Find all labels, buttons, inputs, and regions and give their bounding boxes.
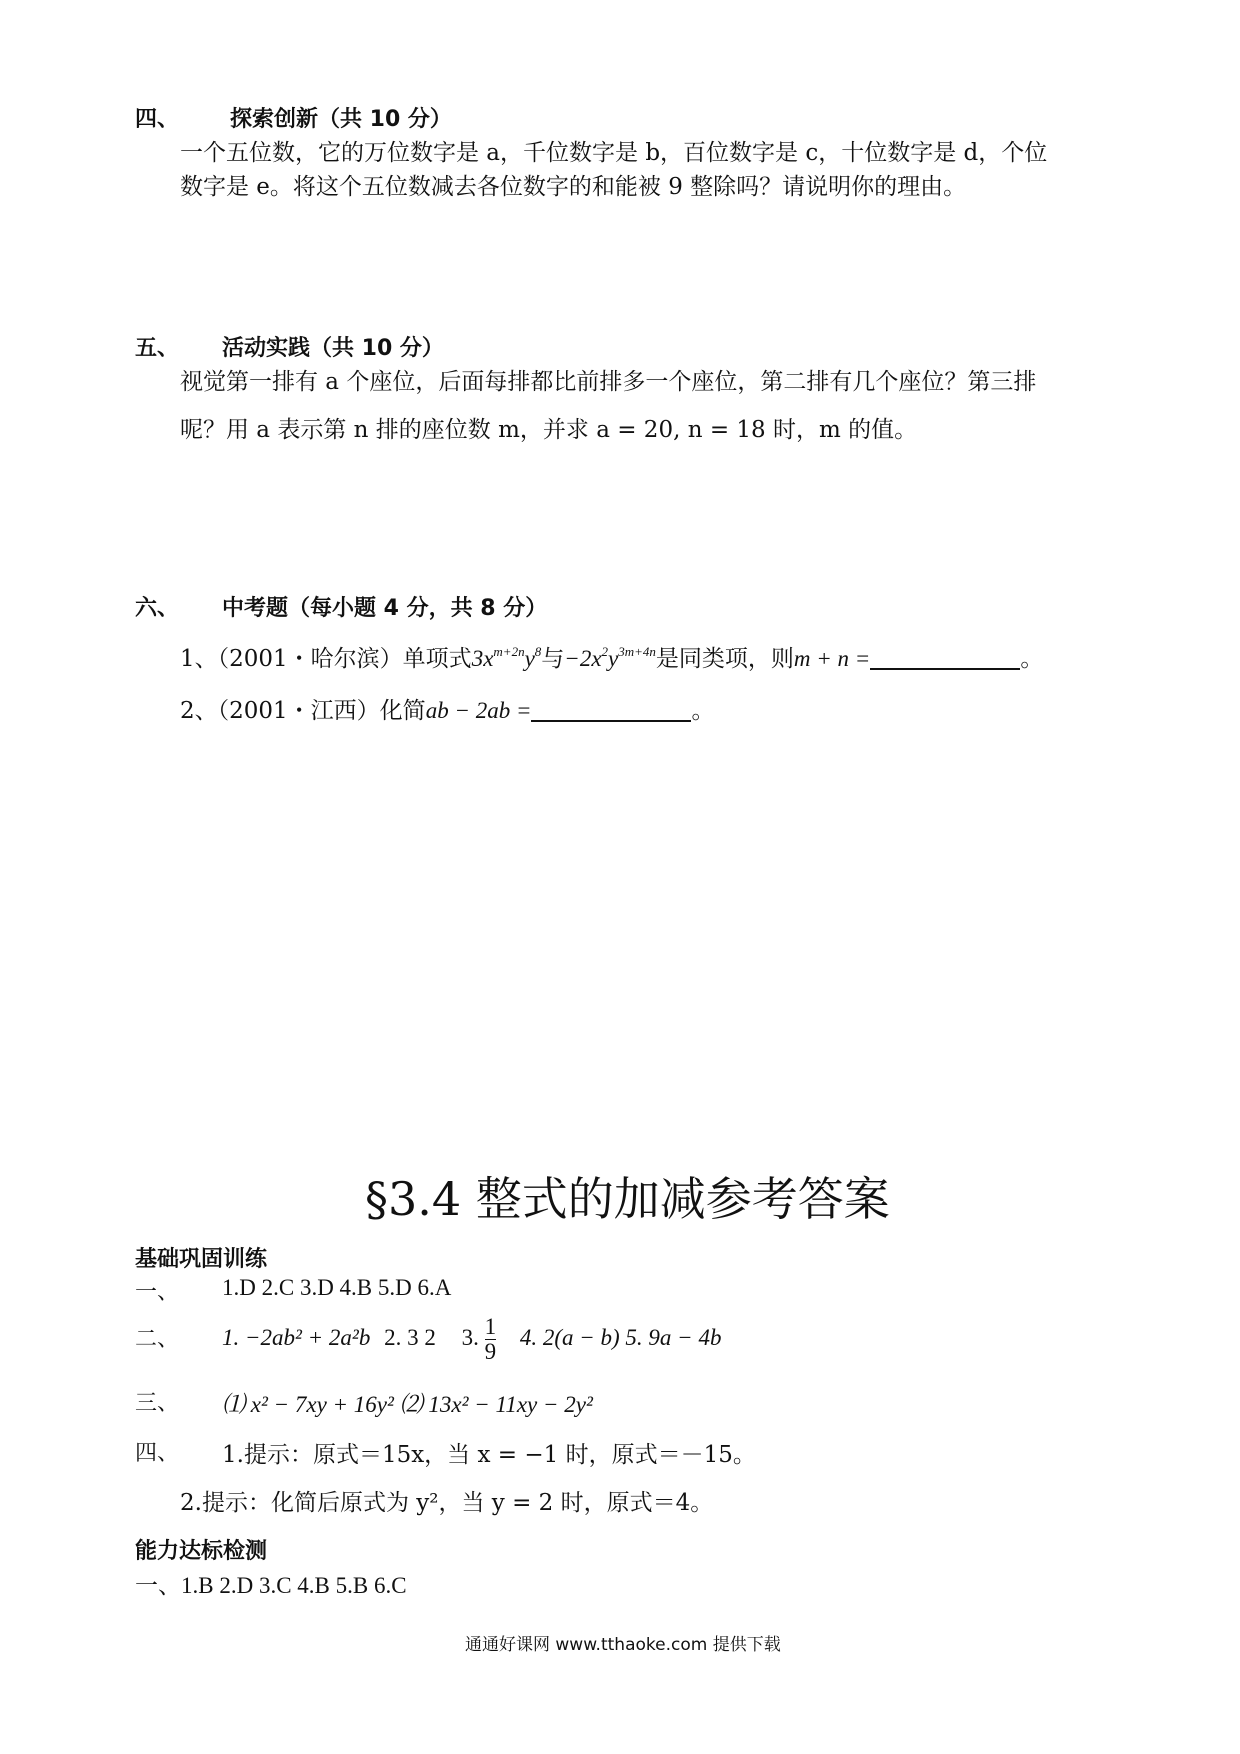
basic-training-heading: 基础巩固训练 xyxy=(135,1247,268,1272)
answer-row-2 xyxy=(222,1308,721,1368)
answer-row-1-number: 一、 xyxy=(135,1280,180,1305)
answer-row-4-number: 四、 xyxy=(135,1441,180,1466)
answer-row-5: 一、1.B 2.D 3.C 4.B 5.B 6.C xyxy=(135,1573,407,1598)
question-1: 1、（2001・哈尔滨）单项式$3x^{m+2n}y^8$与$-2x^2y^{3m+4n}$是同类项，则m + n = 。 xyxy=(180,644,1044,672)
answer-row-4-1: 1.提示：原式＝15x，当 x = −1 时，原式＝－15。 xyxy=(222,1442,756,1468)
section-4-title: 探索创新（共 10 分） xyxy=(230,107,452,132)
ability-check-heading: 能力达标检测 xyxy=(135,1539,268,1564)
question-1-source: （2001・哈尔滨）单项式 xyxy=(217,646,472,672)
answer-2-1: 1. −2ab² + 2a²b xyxy=(222,1325,371,1350)
question-1-expression: m + n = xyxy=(793,646,871,671)
section-5-text-line-2: 呢？用 a 表示第 n 排的座位数 m，并求 a = 20, n = 18 时，m 的值。 xyxy=(180,417,918,443)
answer-key-title: §3.4 整式的加减参考答案 xyxy=(365,1172,890,1226)
answer-2-3-label: 3. xyxy=(461,1325,479,1350)
section-4-text-line-1: 一个五位数，它的万位数字是 a，千位数字是 b，百位数字是 c，十位数字是 d，个位 xyxy=(180,140,1048,166)
question-2: 2、（2001・江西）化简ab − 2ab = 。 xyxy=(180,698,715,724)
section-5-number: 五、 xyxy=(135,336,180,361)
section-6-title: 中考题（每小题 4 分，共 8 分） xyxy=(222,596,548,621)
answer-row-3-number: 三、 xyxy=(135,1391,180,1416)
answer-row-2-number: 二、 xyxy=(135,1327,180,1352)
section-5-text-line-1: 视觉第一排有 a 个座位，后面每排都比前排多一个座位，第二排有几个座位？第三排 xyxy=(180,369,1037,395)
answer-2-4-5: 4. 2(a − b) 5. 9a − 4b xyxy=(519,1325,722,1350)
answer-row-3: ⑴ x² − 7xy + 16y² ⑵ 13x² − 11xy − 2y² xyxy=(222,1392,593,1417)
fraction-denominator: 9 xyxy=(484,1339,497,1365)
footer-credit: 通通好课网 www.tthaoke.com 提供下载 xyxy=(465,1635,781,1655)
section-4-text-line-2: 数字是 e。将这个五位数减去各位数字的和能被 9 整除吗？请说明你的理由。 xyxy=(180,174,967,200)
question-1-connector: 与 xyxy=(541,646,565,672)
section-5-title: 活动实践（共 10 分） xyxy=(222,336,444,361)
answer-2-3-fraction xyxy=(485,1315,497,1364)
monomial-2: $-2x^2y^{3m+4n}$ xyxy=(564,644,656,671)
fraction-numerator: 1 xyxy=(484,1314,497,1340)
answer-row-4-2: 2.提示：化简后原式为 y²，当 y = 2 时，原式＝4。 xyxy=(180,1490,714,1516)
answer-row-1: 1.D 2.C 3.D 4.B 5.D 6.A xyxy=(222,1275,452,1300)
monomial-1: $3x^{m+2n}y^8$ xyxy=(471,644,542,671)
section-6-number: 六、 xyxy=(135,596,180,621)
question-2-number: 2、 xyxy=(180,698,218,724)
section-4-number: 四、 xyxy=(135,107,180,132)
answer-blank-2[interactable] xyxy=(531,698,691,722)
question-1-number: 1、 xyxy=(180,646,218,672)
answer-2-2: 2. 3 2 xyxy=(384,1325,436,1350)
question-2-expression: ab − 2ab = xyxy=(425,698,532,723)
question-1-statement: 是同类项，则 xyxy=(655,646,794,672)
answer-blank-1[interactable] xyxy=(870,646,1020,670)
question-2-source: （2001・江西）化简 xyxy=(217,698,426,724)
